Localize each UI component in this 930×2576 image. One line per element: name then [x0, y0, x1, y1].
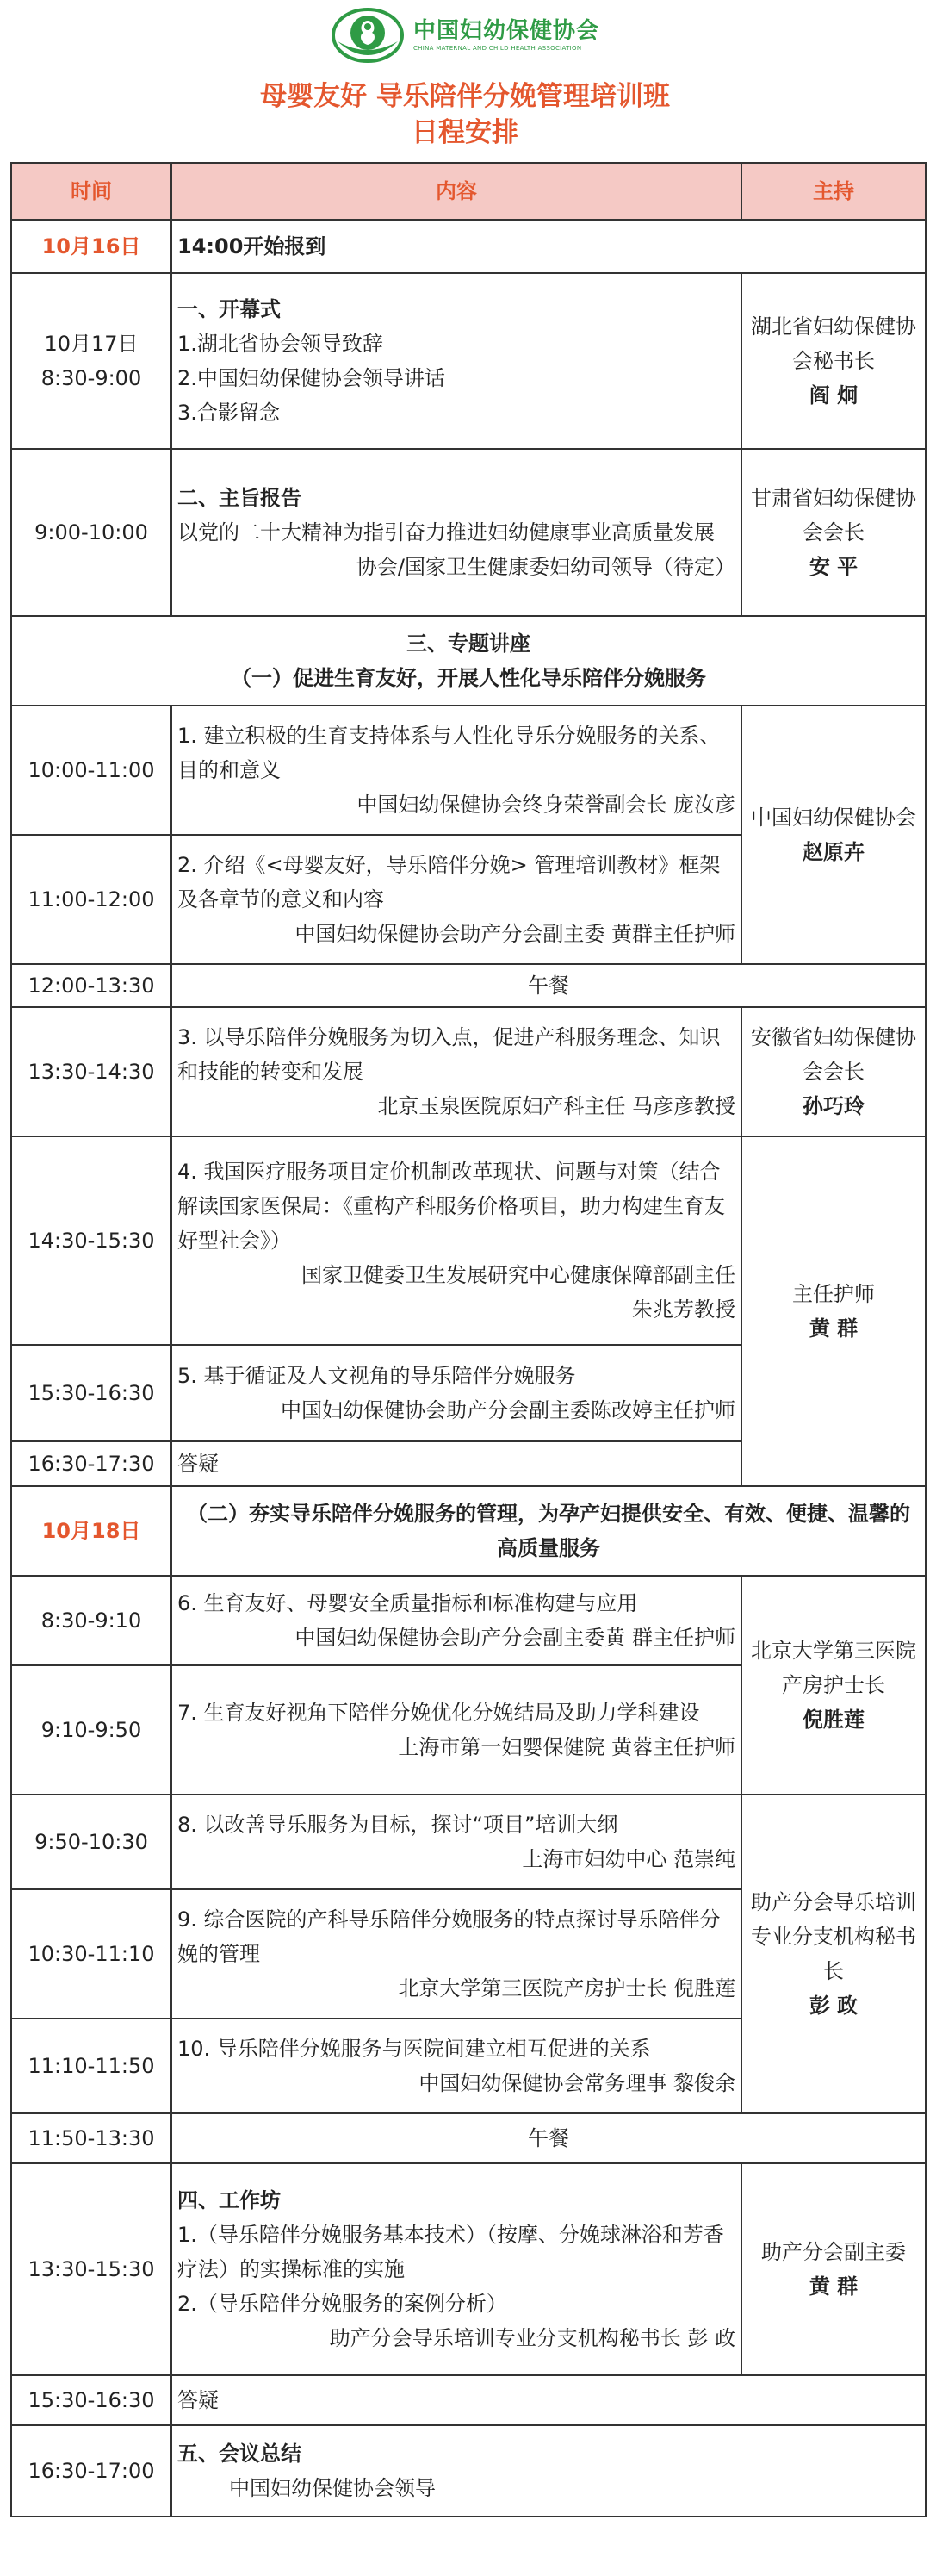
- content-cell: [171, 1136, 741, 1345]
- speaker: 中国妇幼保健协会助产分会副主委陈改婷主任护师: [281, 1398, 735, 1422]
- session-heading: 四、工作坊: [177, 2188, 281, 2212]
- host-org: 甘肃省妇幼保健协会会长: [751, 486, 916, 544]
- schedule-table: [10, 162, 927, 2517]
- agenda-item: 1.湖北省协会领导致辞: [177, 332, 383, 356]
- speaker: 上海市第一妇婴保健院 黄蓉主任护师: [398, 1735, 735, 1759]
- time-cell: 11:50-13:30: [11, 2113, 171, 2163]
- table-row: [11, 2163, 926, 2375]
- section-title: （二）夯实导乐陪伴分娩服务的管理，为孕产妇提供安全、有效、便捷、温馨的高质量服务: [171, 1486, 926, 1576]
- host-name: 黄 群: [809, 1316, 859, 1341]
- content-cell: [171, 2425, 926, 2517]
- time-cell: 11:10-11:50: [11, 2019, 171, 2113]
- speaker: 中国妇幼保健协会终身荣誉副会长 庞汝彦: [356, 793, 735, 817]
- speaker: 国家卫健委卫生发展研究中心健康保障部副主任: [301, 1263, 735, 1287]
- time-cell: 9:00-10:00: [11, 449, 171, 616]
- content-cell: [171, 1889, 741, 2019]
- topic: 4. 我国医疗服务项目定价机制改革现状、问题与对策（结合解读国家医保局：《重构产科服务价格项目，助力构建生育友好型社会》）: [177, 1160, 725, 1253]
- agenda-item: 3.合影留念: [177, 401, 280, 425]
- content-cell: 午餐: [171, 2113, 926, 2163]
- speaker: 助产分会导乐培训专业分支机构秘书长 彭 政: [329, 2326, 735, 2350]
- time-cell: 13:30-14:30: [11, 1007, 171, 1136]
- agenda-item: 2.中国妇幼保健协会领导讲话: [177, 366, 445, 390]
- host-cell: [741, 706, 926, 964]
- content-cell: [171, 273, 741, 449]
- host-cell: [741, 1795, 926, 2113]
- content-cell: [171, 1007, 741, 1136]
- host-name: 彭 政: [809, 1994, 859, 2018]
- date-cell: 10月16日: [11, 220, 171, 273]
- speaker-name: 朱兆芳教授: [632, 1297, 735, 1322]
- org-name-cn: 中国妇幼保健协会: [412, 18, 599, 44]
- host-cell: [741, 1136, 926, 1486]
- section-row: [11, 1486, 926, 1576]
- column-header-time: 时间: [11, 163, 171, 220]
- host-org: 北京大学第三医院产房护士长: [751, 1639, 916, 1697]
- table-row: [11, 1795, 926, 1889]
- content-cell: [171, 1795, 741, 1889]
- time-cell: 11:00-12:00: [11, 835, 171, 964]
- time-cell: 16:30-17:30: [11, 1441, 171, 1486]
- org-name-en: CHINA MATERNAL AND CHILD HEALTH ASSOCIATION: [412, 45, 582, 52]
- session-heading: 二、主旨报告: [177, 486, 301, 510]
- topic: 以党的二十大精神为指引奋力推进妇幼健康事业高质量发展: [177, 520, 715, 544]
- table-row: [11, 1007, 926, 1136]
- host-name: 孙巧玲: [803, 1094, 865, 1118]
- topic: 7. 生育友好视角下陪伴分娩优化分娩结局及助力学科建设: [177, 1701, 700, 1725]
- topic: 1. 建立积极的生育支持体系与人性化导乐分娩服务的关系、目的和意义: [177, 724, 721, 782]
- content-cell: [171, 2019, 741, 2113]
- table-row: [11, 964, 926, 1007]
- content-cell: [171, 1345, 741, 1441]
- content-cell: [171, 1665, 741, 1795]
- page-header: [0, 0, 930, 155]
- section-subtitle: （一）促进生育友好，开展人性化导乐陪伴分娩服务: [231, 666, 706, 690]
- host-org: 助产分会副主委: [761, 2240, 906, 2264]
- time-cell: 16:30-17:00: [11, 2425, 171, 2517]
- time-cell: 13:30-15:30: [11, 2163, 171, 2375]
- table-row: [11, 220, 926, 273]
- section-row: [11, 616, 926, 706]
- agenda-item: 1.（导乐陪伴分娩服务基本技术）（按摩、分娩球淋浴和芳香疗法）的实操标准的实施: [177, 2223, 724, 2281]
- topic: 9. 综合医院的产科导乐陪伴分娩服务的特点探讨导乐陪伴分娩的管理: [177, 1907, 721, 1966]
- host-name: 倪胜莲: [803, 1708, 865, 1732]
- host-name: 赵原卉: [803, 840, 865, 864]
- time-cell: 9:10-9:50: [11, 1665, 171, 1795]
- content-cell: 答疑: [171, 2375, 926, 2425]
- host-org: 安徽省妇幼保健协会会长: [751, 1025, 916, 1084]
- content-cell: [171, 835, 741, 964]
- table-row: [11, 2425, 926, 2517]
- section-title-cell: [11, 616, 926, 706]
- speaker: 中国妇幼保健协会助产分会副主委 黄群主任护师: [294, 922, 735, 946]
- table-row: [11, 1136, 926, 1345]
- time-cell: 12:00-13:30: [11, 964, 171, 1007]
- topic: 2. 介绍《<母婴友好，导乐陪伴分娩> 管理培训教材》框架及各章节的意义和内容: [177, 853, 721, 912]
- topic: 6. 生育友好、母婴安全质量指标和标准构建与应用: [177, 1591, 638, 1615]
- table-row: [11, 2113, 926, 2163]
- host-org: 湖北省妇幼保健协会秘书长: [751, 314, 916, 373]
- speaker: 协会/国家卫生健康委妇幼司领导（待定）: [356, 555, 735, 579]
- section-title: 三、专题讲座: [406, 632, 530, 656]
- topic: 5. 基于循证及人文视角的导乐陪伴分娩服务: [177, 1364, 576, 1388]
- speaker: 北京大学第三医院产房护士长 倪胜莲: [398, 1976, 735, 2000]
- table-row: [11, 1576, 926, 1665]
- table-row: [11, 2375, 926, 2425]
- time-cell: 15:30-16:30: [11, 1345, 171, 1441]
- speaker: 上海市妇幼中心 范崇纯: [522, 1847, 735, 1871]
- agenda-item: 2.（导乐陪伴分娩服务的案例分析）: [177, 2292, 507, 2316]
- host-cell: [741, 1576, 926, 1795]
- logo: [0, 7, 930, 64]
- host-name: 黄 群: [809, 2274, 859, 2299]
- table-row: [11, 449, 926, 616]
- host-org: 主任护师: [792, 1282, 875, 1306]
- column-header-content: 内容: [171, 163, 741, 220]
- speaker: 中国妇幼保健协会常务理事 黎俊余: [418, 2071, 735, 2095]
- host-cell: [741, 449, 926, 616]
- content-cell: 答疑: [171, 1441, 741, 1486]
- date-cell: 10月18日: [11, 1486, 171, 1576]
- host-name: 安 平: [809, 555, 859, 579]
- time-cell: [11, 273, 171, 449]
- table-header-row: [11, 163, 926, 220]
- table-row: [11, 706, 926, 835]
- host-org: 中国妇幼保健协会: [751, 806, 916, 830]
- time-cell: 14:30-15:30: [11, 1136, 171, 1345]
- time-cell: 9:50-10:30: [11, 1795, 171, 1889]
- time-label: 8:30-9:00: [40, 366, 142, 390]
- speaker: 中国妇幼保健协会助产分会副主委黄 群主任护师: [294, 1626, 735, 1650]
- speaker: 北京玉泉医院原妇产科主任 马彦彦教授: [377, 1094, 735, 1118]
- content-cell: [171, 449, 741, 616]
- time-cell: 15:30-16:30: [11, 2375, 171, 2425]
- host-cell: [741, 273, 926, 449]
- topic: 3. 以导乐陪伴分娩服务为切入点，促进产科服务理念、知识和技能的转变和发展: [177, 1025, 721, 1084]
- topic: 10. 导乐陪伴分娩服务与医院间建立相互促进的关系: [177, 2037, 651, 2061]
- page-subtitle: 日程安排: [412, 117, 518, 148]
- time-cell: 8:30-9:10: [11, 1576, 171, 1665]
- date-label: 10月17日: [44, 332, 139, 356]
- time-cell: 10:00-11:00: [11, 706, 171, 835]
- session-heading: 一、开幕式: [177, 297, 281, 321]
- content-cell: 午餐: [171, 964, 926, 1007]
- content-cell: [171, 706, 741, 835]
- host-name: 阎 炯: [809, 383, 859, 408]
- page-title: 母婴友好 导乐陪伴分娩管理培训班: [260, 81, 670, 112]
- speaker: 中国妇幼保健协会领导: [229, 2476, 436, 2500]
- content-cell: 14:00开始报到: [171, 220, 926, 273]
- session-heading: 五、会议总结: [177, 2442, 301, 2466]
- host-cell: [741, 2163, 926, 2375]
- content-cell: [171, 1576, 741, 1665]
- table-row: [11, 273, 926, 449]
- time-cell: 10:30-11:10: [11, 1889, 171, 2019]
- content-cell: [171, 2163, 741, 2375]
- host-org: 助产分会导乐培训专业分支机构秘书长: [751, 1890, 916, 1983]
- association-emblem-icon: [331, 7, 405, 64]
- column-header-host: 主持: [741, 163, 926, 220]
- topic: 8. 以改善导乐服务为目标，探讨“项目”培训大纲: [177, 1813, 618, 1837]
- host-cell: [741, 1007, 926, 1136]
